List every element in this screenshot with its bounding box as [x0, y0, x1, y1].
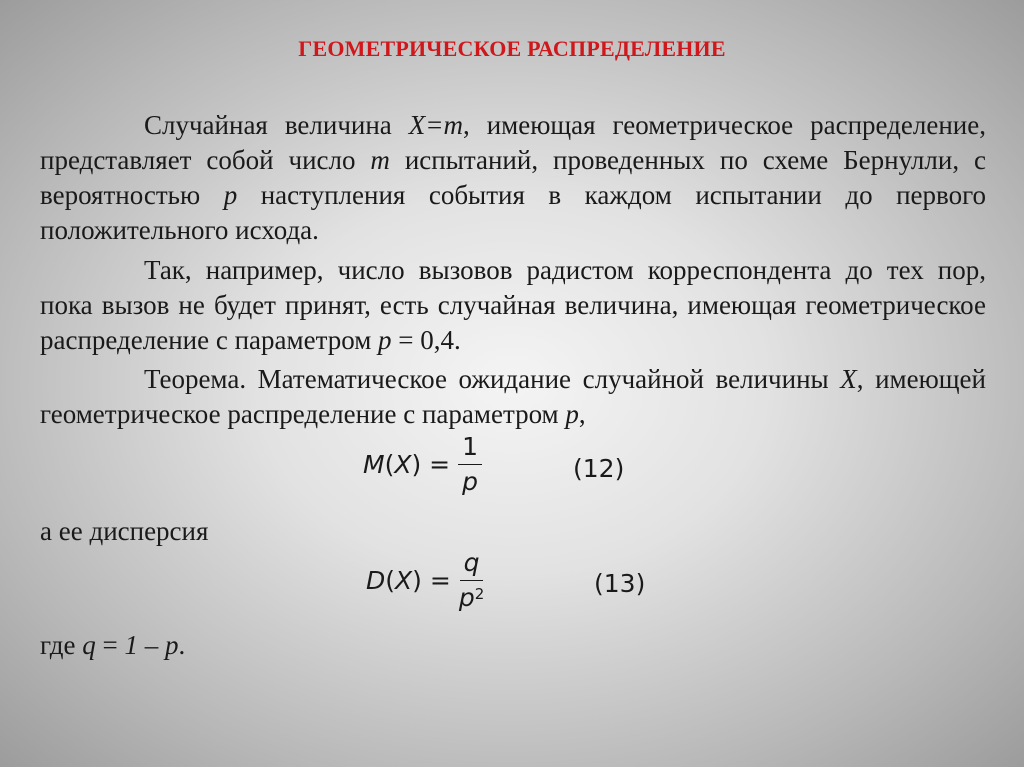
- equation-number-12: (12): [573, 454, 625, 483]
- equation-number-13: (13): [594, 569, 646, 598]
- where-clause: где q = 1 – p.: [40, 630, 186, 660]
- paragraph-theorem: Теорема. Математическое ожидание случайной величины X, имеющей геометрическое распределение с параметром p,: [40, 364, 986, 429]
- paragraph-definition: Случайная величина X=m, имеющая геометрическое распределение, представляет собой число m испытаний, проведенных по схеме Бернулли, с вероятностью p наступления события в каждом испытании до первого положительного исхода.: [40, 110, 987, 245]
- exponent: 2: [474, 585, 485, 603]
- formula-expectation: M(X) = $\frac{1}{p}$: [363, 432, 482, 497]
- fraction-denominator: p: [458, 583, 475, 612]
- fraction-denominator: p: [462, 467, 479, 496]
- formula-variance: D(X) = $\frac{q}{p^2}$: [366, 548, 485, 612]
- slide-title: ГЕОМЕТРИЧЕСКОЕ РАСПРЕДЕЛЕНИЕ: [298, 36, 726, 61]
- dispersion-label: а ее дисперсия: [40, 516, 209, 546]
- paragraph-example: Так, например, число вызовов радистом корреспондента до тех пор, пока вызов не будет принят, есть случайная величина, имеющая геометрическое распределение с параметром p = 0,4.: [40, 255, 986, 355]
- fraction-numerator: q: [463, 548, 480, 577]
- fraction-numerator: 1: [458, 432, 482, 465]
